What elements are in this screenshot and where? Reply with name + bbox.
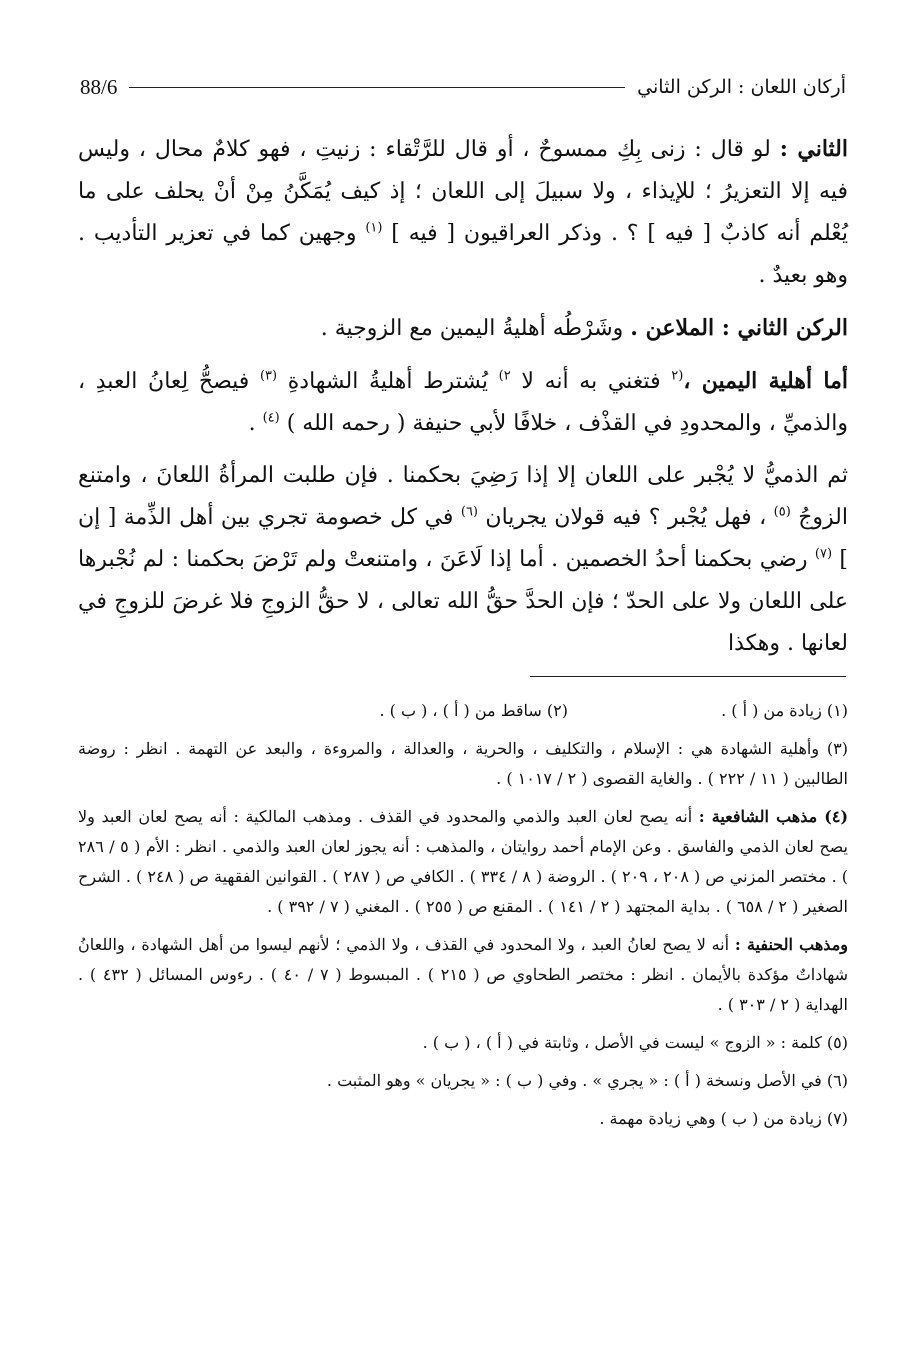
footnote-5: (٥) كلمة : « الزوج » ليست في الأصل ، وثابتة في ( أ ) ، ( ب ) . xyxy=(422,1033,848,1052)
main-text xyxy=(78,128,848,675)
footnote-ref-7: (٧) xyxy=(814,546,833,562)
footnote-1-2 xyxy=(78,696,848,726)
footnote-ref-3: (٣) xyxy=(259,368,278,384)
footnote-ref-1: (١) xyxy=(365,220,383,236)
paragraph-4: ثم الذميُّ لا يُجْبر على اللعان إلا إذا رَضِيَ بحكمنا . فإن طلبت المرأةُ اللعانَ ، وامتنع الزوجُ $^{(٥)}$ ، فهل يُجْبر ؟ فيه قولان يجريان $^{(٦)}$ في كل خصومة تجري بين أهل الذِّمة [ إن ] $^{(٧)}$ رضي بحكمنا أحدُ الخصمين . أما إذا لَاعَنَ ، وامتنعتْ ولم تَرْضَ بحكمنا : لم نُجْبرها على اللعان ولا على الحدّ ؛ فإن الحدَّ حقُّ الله تعالى ، لا حقُّ الزوجِ فلا غرضَ للزوجِ في لعانها . وهكذا xyxy=(78,463,849,656)
paragraph-3: أما أهلية اليمين ،$^{(٢}$ فتغني به أنه لا $^{٢)}$ يُشترط أهليةُ الشهادةِ $^{(٣)}$ فيصحُّ لِعانُ العبدِ ، والذميِّ ، والمحدودِ في القذْف ، خلافًا لأبي حنيفة ( رحمه الله ) $^{(٤)}$ . xyxy=(78,368,848,436)
page-header xyxy=(80,70,846,104)
header-rule xyxy=(129,87,625,88)
footnote-6: (٦) في الأصل ونسخة ( أ ) : « يجري » . وفي ( ب ) : « يجريان » وهو المثبت . xyxy=(326,1071,848,1090)
paragraph-2-lead: الركن الثاني : الملاعن . xyxy=(630,315,848,341)
footnote-4-hanafi: ومذهب الحنفية : أنه لا يصح لعانُ العبد ، ولا المحدود في القذف ، ولا الذمي ؛ لأنهم ليسوا من أهل الشهادة ، واللعانُ شهاداتٌ مؤكدة بالأيمان . انظر : مختصر الطحاوي ص ( ٢١٥ ) . المبسوط ( ٧ / ٤٠ ) . رءوس المسائل ( ٤٣٢ ) . الهداية ( ٢ / ٣٠٣ ) . xyxy=(78,935,849,1014)
footnote-ref-5: (٥) xyxy=(773,504,791,520)
paragraph-2: الركن الثاني : الملاعن . وشَرْطُه أهليةُ اليمين مع الزوجية . xyxy=(320,315,848,341)
footnote-4: (٤) مذهب الشافعية : أنه يصح لعان العبد والذمي والمحدود في القذف . ومذهب المالكية : أنه يصح لعان العبد ولا يصح لعان الذمي والفاسق . وعن الإمام أحمد روايتان ، والمذهب : أنه يجوز لعان العبد والذمي . انظر : الأم ( ٥ / ٢٨٦ ) . مختصر المزني ص ( ٢٠٨ ، ٢٠٩ ) . الروضة ( ٨ / ٣٣٤ ) . الكافي ص ( ٢٨٧ ) . القوانين الفقهية ص ( ٢٤٨ ) . الشرح الصغير ( ٢ / ٦٥٨ ) . بداية المجتهد ( ٢ / ١٤١ ) . المقنع ص ( ٢٥٥ ) . المغني ( ٧ / ٣٩٢ ) . xyxy=(78,807,849,916)
footnote-3: (٣) وأهلية الشهادة هي : الإسلام ، والتكليف ، والحرية ، والعدالة ، والمروءة ، والبعد عن التهمة . انظر : روضة الطالبين ( ١١ / ٢٢٢ ) . والغاية القصوى ( ٢ / ١٠١٧ ) . xyxy=(78,739,848,788)
footnote-ref-2-close: ٢) xyxy=(498,368,511,384)
footnote-ref-2-open: (٢ xyxy=(671,368,684,384)
page-number: 88/6 xyxy=(80,74,118,99)
footnote-ref-6: (٦) xyxy=(460,504,478,520)
footnote-7: (٧) زيادة من ( ب ) وهي زيادة مهمة . xyxy=(599,1109,848,1128)
footnote-1: (١) زيادة من ( أ ) . xyxy=(721,701,848,720)
paragraph-1-lead: الثاني : xyxy=(779,136,848,162)
footnote-ref-4: (٤) xyxy=(262,410,280,426)
footnotes xyxy=(78,696,848,1142)
footnote-2: (٢) ساقط من ( أ ) ، ( ب ) . xyxy=(379,701,568,720)
running-title: أركان اللعان : الركن الثاني xyxy=(637,76,846,98)
paragraph-1: الثاني : لو قال : زنى بِكِ ممسوحٌ ، أو قال للرَّتْقاء : زنيتِ ، فهو كلامٌ محال ، وليس فيه إلا التعزيرُ ؛ للإيذاء ، ولا سبيلَ إلى اللعان ؛ إذ كيف يُمَكَّنُ مِنْ أنْ يحلف على ما يُعْلم أنه كاذبٌ [ فيه ] ؟ . وذكر العراقيون [ فيه ] $^{(١)}$ وجهين كما في تعزير التأديب . وهو بعيدٌ . xyxy=(78,136,848,288)
footnote-separator xyxy=(530,676,846,677)
paragraph-3-lead: أما أهلية اليمين ، xyxy=(683,368,848,394)
